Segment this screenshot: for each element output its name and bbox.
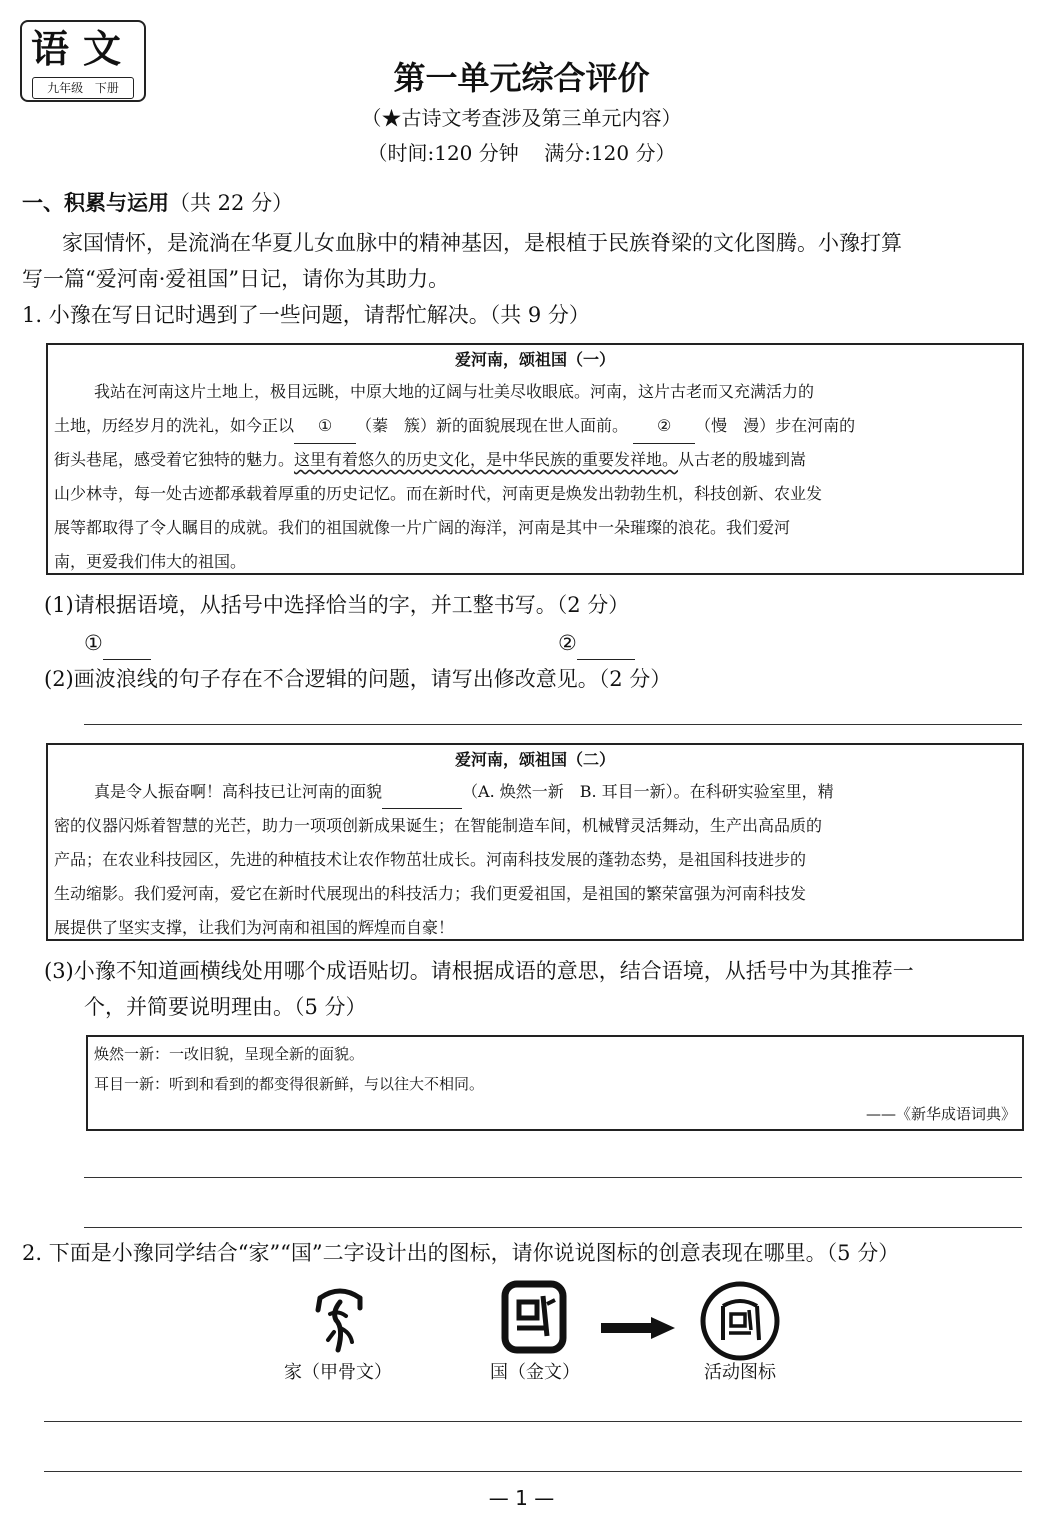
text-span: 街头巷尾，感受着它独特的魅力。: [54, 450, 295, 469]
dictionary-entry: 耳目一新：听到和看到的都变得很新鲜，与以往大不相同。: [94, 1075, 485, 1093]
bronze-guo-glyph-icon: [501, 1280, 567, 1354]
arrow-right-icon: [601, 1317, 675, 1339]
answer-line[interactable]: [84, 1227, 1022, 1228]
dictionary-box: [86, 1035, 1024, 1131]
intro-line-1: 家国情怀，是流淌在华夏儿女血脉中的精神基因，是根植于民族脊梁的文化图腾。小豫打算: [62, 231, 902, 255]
title-note: （★古诗文考查涉及第三单元内容）: [361, 106, 682, 130]
answer-2-number: ②: [558, 631, 577, 655]
text-span: （蓁 簇）新的面貌展现在世人面前。: [356, 416, 629, 435]
sub-question-2: (2)画波浪线的句子存在不合逻辑的问题，请写出修改意见。（2 分）: [44, 667, 672, 691]
section-heading: [22, 186, 1021, 220]
answer-blank-1[interactable]: [103, 635, 151, 660]
dictionary-entry: 焕然一新：一改旧貌，呈现全新的面貌。: [94, 1045, 365, 1063]
diary-box-2-title: 爱河南，颂祖国（二）: [454, 750, 615, 769]
text-span: 真是令人振奋啊！高科技已让河南的面貌: [94, 782, 383, 801]
answer-blank-2[interactable]: [577, 635, 635, 660]
wavy-sentence: 这里有着悠久的历史文化，是中华民族的重要发祥地。: [294, 450, 679, 469]
volume-label: 下册: [94, 81, 119, 95]
answer-line[interactable]: [84, 1177, 1022, 1178]
grade-label: 九年级: [47, 81, 84, 95]
diary-box-1-line: 山少林寺，每一处古迹都承载着厚重的历史记忆。而在新时代，河南更是焕发出勃勃生机，科技创新、农业发: [54, 484, 823, 503]
time-label: （时间:120 分钟: [367, 141, 519, 165]
subject-title: 语文: [30, 27, 135, 71]
page-number: — 1 —: [488, 1486, 555, 1510]
diary-box-1-line: 我站在河南这片土地上，极目远眺，中原大地的辽阔与壮美尽收眼底。河南，这片古老而又充满活力的: [94, 382, 815, 401]
sub-question-1: (1)请根据语境，从括号中选择恰当的字，并工整书写。（2 分）: [44, 593, 630, 617]
icon-caption-guo: 国（金文）: [490, 1362, 580, 1383]
question-2-stem: 2. 下面是小豫同学结合“家”“国”二字设计出的图标，请你说说图标的创意表现在哪里。（5 分）: [22, 1241, 900, 1265]
diary-box-1-line: [54, 409, 1016, 444]
diary-box-2-line: 生动缩影。我们爱河南，爱它在新时代展现出的科技活力；我们更爱祖国，是祖国的繁荣富强为河南科技发: [54, 884, 807, 903]
sub-question-3-line-2: 个，并简要说明理由。（5 分）: [84, 995, 367, 1019]
diary-box-1-line: [54, 443, 1016, 477]
answer-line[interactable]: [44, 1471, 1022, 1472]
section-title: 一、积累与运用: [22, 191, 169, 215]
blank-2: ②: [633, 409, 695, 444]
score-label: 满分:120 分）: [544, 141, 676, 165]
idiom-blank[interactable]: [382, 786, 462, 809]
text-span: （A. 焕然一新 B. 耳目一新）。在科研实验室里，精: [462, 782, 834, 801]
answer-2-label: [558, 626, 678, 660]
answer-1-number: ①: [84, 631, 103, 655]
diary-box-1: [46, 343, 1024, 575]
text-span: 从古老的殷墟到嵩: [678, 450, 807, 469]
diary-box-2-line: 密的仪器闪烁着智慧的光芒，助力一项项创新成果诞生；在智能制造车间，机械臂灵活舞动，生产出高品质的: [54, 816, 823, 835]
diary-box-2-line: 展提供了坚实支撑，让我们为河南和祖国的辉煌而自豪！: [54, 918, 455, 937]
diary-box-2: [46, 743, 1024, 941]
oracle-jia-glyph-icon: [310, 1280, 370, 1354]
diary-box-1-line: 展等都取得了令人瞩目的成就。我们的祖国就像一片广阔的海洋，河南是其中一朵璀璨的浪花。我们爱河: [54, 518, 791, 537]
dictionary-source: ——《新华成语词典》: [865, 1105, 1016, 1123]
sub-question-3-line-1: (3)小豫不知道画横线处用哪个成语贴切。请根据成语的意思，结合语境，从括号中为其推荐一: [44, 959, 914, 983]
blank-1: ①: [294, 409, 356, 444]
page-title: 第一单元综合评价: [393, 59, 650, 97]
answer-1-label: [84, 626, 204, 660]
diary-box-1-title: 爱河南，颂祖国（一）: [454, 350, 615, 369]
text-span: 土地，历经岁月的洗礼，如今正以: [54, 416, 295, 435]
intro-line-2: 写一篇“爱河南·爱祖国”日记，请你为其助力。: [22, 267, 450, 291]
diary-box-2-line: 产品；在农业科技园区，先进的种植技术让农作物茁壮成长。河南科技发展的蓬勃态势，是祖国科技进步的: [54, 850, 807, 869]
diary-box-2-line: [54, 775, 1016, 809]
diary-box-1-line: 南，更爱我们伟大的祖国。: [54, 552, 247, 571]
answer-line[interactable]: [84, 724, 1022, 725]
icon-caption-jia: 家（甲骨文）: [284, 1362, 392, 1383]
text-span: （慢 漫）步在河南的: [695, 416, 856, 435]
answer-line[interactable]: [44, 1421, 1022, 1422]
section-points: （共 22 分）: [169, 191, 294, 215]
question-1-stem: 1. 小豫在写日记时遇到了一些问题，请帮忙解决。（共 9 分）: [22, 303, 590, 327]
time-score-line: [0, 139, 1043, 167]
activity-logo-icon: [699, 1280, 781, 1362]
icon-caption-activity: 活动图标: [704, 1362, 776, 1383]
